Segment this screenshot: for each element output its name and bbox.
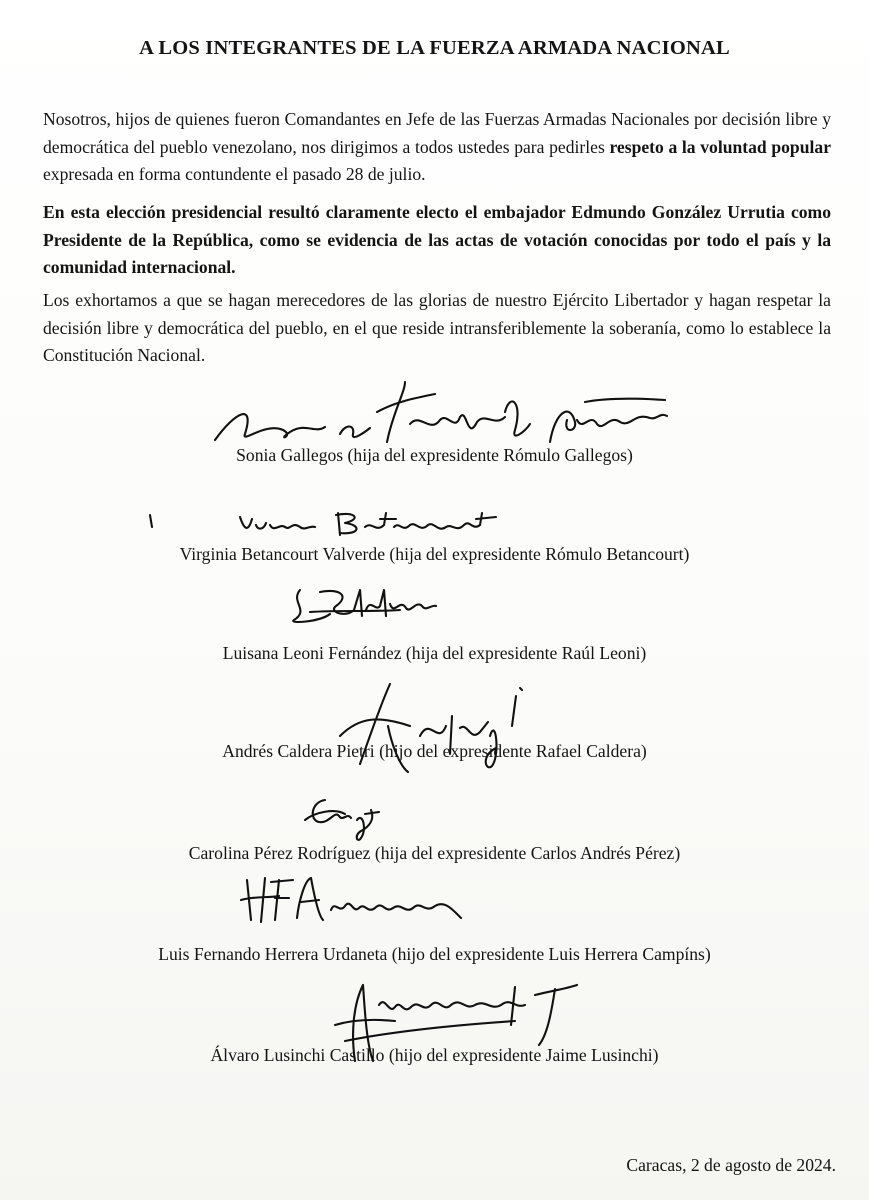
dateline: Caracas, 2 de agosto de 2024. [626,1155,836,1175]
signatory-caption: Andrés Caldera Pietri (hijo del expresidente Rafael Caldera) [222,741,647,761]
signatory-caption: Virginia Betancourt Valverde (hija del expresidente Rómulo Betancourt) [179,544,690,564]
paragraph-intro [43,106,831,189]
signatory-caption: Sonia Gallegos (hija del expresidente Rómulo Gallegos) [236,445,633,465]
paragraph-intro-bold: respeto a la voluntad popular [609,136,832,157]
signature-virginia-betancourt [140,505,510,545]
paragraph-election: En esta elección presidencial resultó claramente electo el embajador Edmundo González Urrutia como Presidente de la República, como se evidencia de las actas de votación conocidas por todo el país y la comunidad internacional. [43,202,831,277]
signature-luis-fernando-herrera [235,870,475,930]
paragraph-intro-text-b: expresada en forma contundente el pasado 28 de julio. [43,164,426,184]
signature-carolina-perez [295,790,385,850]
signatory-caption: Álvaro Lusinchi Castillo (hijo del expresidente Jaime Lusinchi) [210,1045,659,1065]
paragraph-exhortation: Los exhortamos a que se hagan merecedores de las glorias de nuestro Ejército Libertador y hagan respetar la decisión libre y democrática del pueblo, en el que reside intransferiblemente la soberanía, como lo establece la Constitución Nacional. [43,290,831,365]
paragraph-intro-text-a: Nosotros, hijos de quienes fueron Comandantes en Jefe de las Fuerzas Armadas Nacionales por decisión libre y democrática del pueblo venezolano, nos dirigimos a todos ustedes para pedirles [43,109,831,157]
signatory-caption: Luisana Leoni Fernández (hija del expresidente Raúl Leoni) [222,643,647,663]
letter-title: A LOS INTEGRANTES DE LA FUERZA ARMADA NACIONAL [139,37,730,59]
signatory-caption: Luis Fernando Herrera Urdaneta (hijo del expresidente Luis Herrera Campíns) [158,944,711,964]
signature-luisana-leoni [280,582,440,632]
signatory-caption: Carolina Pérez Rodríguez (hija del expresidente Carlos Andrés Pérez) [188,843,681,863]
